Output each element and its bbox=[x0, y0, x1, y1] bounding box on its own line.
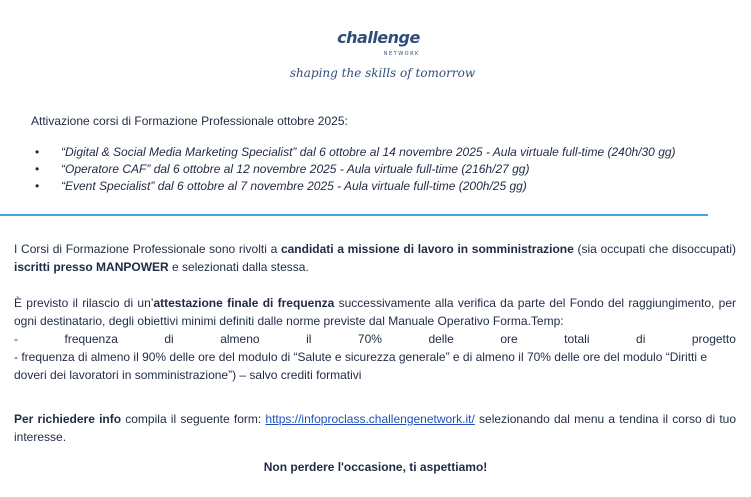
logo-name: challenge bbox=[337, 28, 420, 47]
word: progetto bbox=[691, 332, 736, 346]
text: I Corsi di Formazione Professionale sono rivolti a bbox=[14, 242, 281, 256]
text: È previsto il rilascio di un’ bbox=[14, 296, 154, 310]
word: - bbox=[14, 332, 18, 346]
text: selezionando dal menu a tendina il corso di tuo interesse. bbox=[14, 412, 737, 444]
word: almeno bbox=[220, 332, 260, 346]
closing-text: Non perdere l'occasione, ti aspettiamo! bbox=[263, 460, 488, 474]
bullet-icon: • bbox=[35, 179, 40, 193]
text: (sia occupati che disoccupati) bbox=[573, 242, 736, 256]
cert-requirement-2: - frequenza di almeno il 90% delle ore del modulo di “Salute e sicurezza generale” e di almeno il 70% delle ore del modulo “Diritti e doveri dei lavoratori in somministrazione”) – salvo crediti formativi bbox=[14, 350, 708, 382]
bold-text: iscritti presso MANPOWER bbox=[14, 260, 169, 274]
logo bbox=[0, 30, 751, 62]
logo-sub: NETWORK bbox=[383, 51, 420, 57]
bold-text: attestazione finale di frequenza bbox=[153, 296, 335, 310]
cert-requirement-1 bbox=[14, 330, 736, 348]
certification-paragraph bbox=[14, 294, 736, 384]
course-text: “Event Specialist” dal 6 ottobre al 7 novembre 2025 - Aula virtuale full-time (200h/25 gg) bbox=[61, 179, 527, 193]
list-item bbox=[31, 144, 676, 161]
word: di bbox=[164, 332, 174, 346]
word: totali bbox=[564, 332, 590, 346]
bold-text: candidati a missione di lavoro in somministrazione bbox=[280, 242, 574, 256]
text: successivamente alla verifica da parte del Fondo del raggiungimento, per ogni destinatario, degli obiettivi minimi definiti dalle norme previste dal Manuale Operativo Forma.Temp: bbox=[14, 296, 736, 328]
course-list bbox=[31, 144, 676, 195]
info-paragraph bbox=[14, 410, 736, 446]
bullet-icon: • bbox=[35, 162, 40, 176]
bold-text: Per richiedere info bbox=[14, 412, 122, 426]
word: di bbox=[636, 332, 646, 346]
course-text: “Operatore CAF” dal 6 ottobre al 12 novembre 2025 - Aula virtuale full-time (216h/27 gg) bbox=[61, 162, 530, 176]
word: ore bbox=[500, 332, 518, 346]
word: 70% bbox=[357, 332, 382, 346]
cert-text bbox=[14, 294, 736, 330]
logo-mark bbox=[337, 30, 420, 62]
text: e selezionati dalla stessa. bbox=[168, 260, 309, 274]
bullet-icon: • bbox=[35, 145, 40, 159]
word: il bbox=[306, 332, 312, 346]
text: compila il seguente form: bbox=[121, 412, 266, 426]
eligibility-paragraph bbox=[14, 240, 736, 276]
tagline: shaping the skills of tomorrow bbox=[289, 66, 476, 80]
list-item bbox=[31, 178, 676, 195]
course-text: “Digital & Social Media Marketing Specialist” dal 6 ottobre al 14 novembre 2025 - Aula virtuale full-time (240h/30 gg) bbox=[61, 145, 676, 159]
intro-text: Attivazione corsi di Formazione Professionale ottobre 2025: bbox=[31, 114, 348, 128]
word: frequenza bbox=[64, 332, 118, 346]
divider bbox=[0, 214, 708, 216]
word: delle bbox=[428, 332, 454, 346]
info-form-link[interactable]: https://infoproclass.challengenetwork.it/ bbox=[265, 412, 475, 426]
list-item bbox=[31, 161, 676, 178]
